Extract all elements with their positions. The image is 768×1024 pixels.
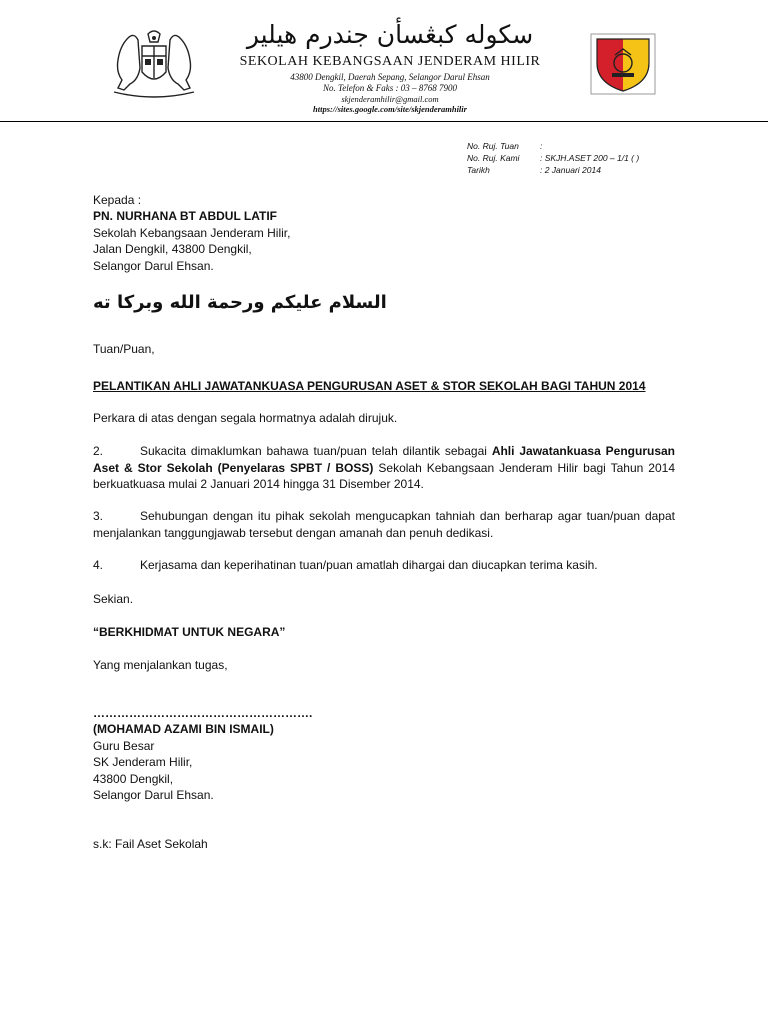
salutation: Tuan/Puan, bbox=[93, 342, 155, 356]
paragraph-4-text: Kerjasama dan keperihatinan tuan/puan amatlah dihargai dan diucapkan terima kasih. bbox=[140, 558, 598, 572]
school-address: 43800 Dengkil, Daerah Sepang, Selangor Darul Ehsan bbox=[290, 72, 490, 82]
paragraph-number: 3. bbox=[93, 509, 104, 523]
closing-motto: “BERKHIDMAT UNTUK NEGARA” bbox=[93, 625, 286, 639]
signer-state: Selangor Darul Ehsan. bbox=[93, 788, 214, 802]
ref-value: : bbox=[540, 141, 543, 151]
ref-value: : SKJH.ASET 200 – 1/1 ( ) bbox=[540, 153, 640, 163]
recipient-line-2: Jalan Dengkil, 43800 Dengkil, bbox=[93, 242, 252, 256]
school-badge-icon bbox=[590, 33, 656, 95]
school-phone: No. Telefon & Faks : 03 – 8768 7900 bbox=[323, 83, 457, 93]
paragraph-2 bbox=[93, 443, 675, 493]
recipient-line-1: Sekolah Kebangsaan Jenderam Hilir, bbox=[93, 226, 291, 240]
paragraph-3-text: Sehubungan dengan itu pihak sekolah mengucapkan tahniah dan berharap agar tuan/puan dapat menjalankan tanggungjawab tersebut dengan amanah dan penuh dedikasi. bbox=[93, 509, 675, 540]
ref-row-kami bbox=[467, 152, 707, 164]
signer-name: (MOHAMAD AZAMI BIN ISMAIL) bbox=[93, 722, 274, 736]
recipient-name: PN. NURHANA BT ABDUL LATIF bbox=[93, 209, 277, 223]
school-email: skjenderamhilir@gmail.com bbox=[341, 94, 439, 104]
paragraph-2-text-a: Sukacita dimaklumkan bahawa tuan/puan telah dilantik sebagai bbox=[140, 444, 492, 458]
signer-org: SK Jenderam Hilir, bbox=[93, 755, 193, 769]
closing-duty: Yang menjalankan tugas, bbox=[93, 658, 228, 672]
paragraph-number: 4. bbox=[93, 558, 104, 572]
ref-label: No. Ruj. Kami bbox=[467, 153, 520, 163]
salam-greeting: السلام عليكم ورحمة الله وبركا ته bbox=[93, 292, 387, 313]
recipient-line-3: Selangor Darul Ehsan. bbox=[93, 259, 214, 273]
paragraph-2-text-b: Sekolah Kebangsaan Jenderam Hilir bagi Tahun 2014 berkuatkuasa mulai 2 Januari 2014 hingga 31 Disember 2014. bbox=[93, 460, 675, 491]
header-divider bbox=[0, 121, 768, 122]
paragraph-2-bold: Ahli Jawatankuasa Pengurusan Aset & Stor Sekolah (Penyelaras SPBT / BOSS) bbox=[93, 444, 675, 475]
ref-label: Tarikh bbox=[467, 165, 490, 175]
signature-line: ………………………………………………. bbox=[93, 706, 313, 720]
carbon-copy: s.k: Fail Aset Sekolah bbox=[93, 837, 208, 851]
paragraph-1: Perkara di atas dengan segala hormatnya adalah dirujuk. bbox=[93, 411, 398, 425]
ref-value: : 2 Januari 2014 bbox=[540, 165, 601, 175]
closing-sekian: Sekian. bbox=[93, 592, 134, 606]
ref-label: No. Ruj. Tuan bbox=[467, 141, 519, 151]
school-name: SEKOLAH KEBANGSAAN JENDERAM HILIR bbox=[239, 54, 541, 69]
ref-row-tuan bbox=[467, 140, 707, 152]
school-name-jawi: سكوله كبڠسأن جندرم هيلير bbox=[246, 20, 534, 49]
paragraph-4 bbox=[93, 557, 675, 574]
signer-title: Guru Besar bbox=[93, 739, 155, 753]
signer-postcode: 43800 Dengkil, bbox=[93, 772, 174, 786]
letter-subject: PELANTIKAN AHLI JAWATANKUASA PENGURUSAN ASET & STOR SEKOLAH BAGI TAHUN 2014 bbox=[93, 379, 646, 393]
paragraph-number: 2. bbox=[93, 444, 104, 458]
paragraph-3 bbox=[93, 508, 675, 541]
malaysia-coat-of-arms-icon bbox=[108, 30, 200, 100]
ref-row-date bbox=[467, 164, 707, 176]
school-website: https://sites.google.com/site/skjenderamhilir bbox=[313, 104, 467, 114]
recipient-to-label: Kepada : bbox=[93, 193, 142, 207]
